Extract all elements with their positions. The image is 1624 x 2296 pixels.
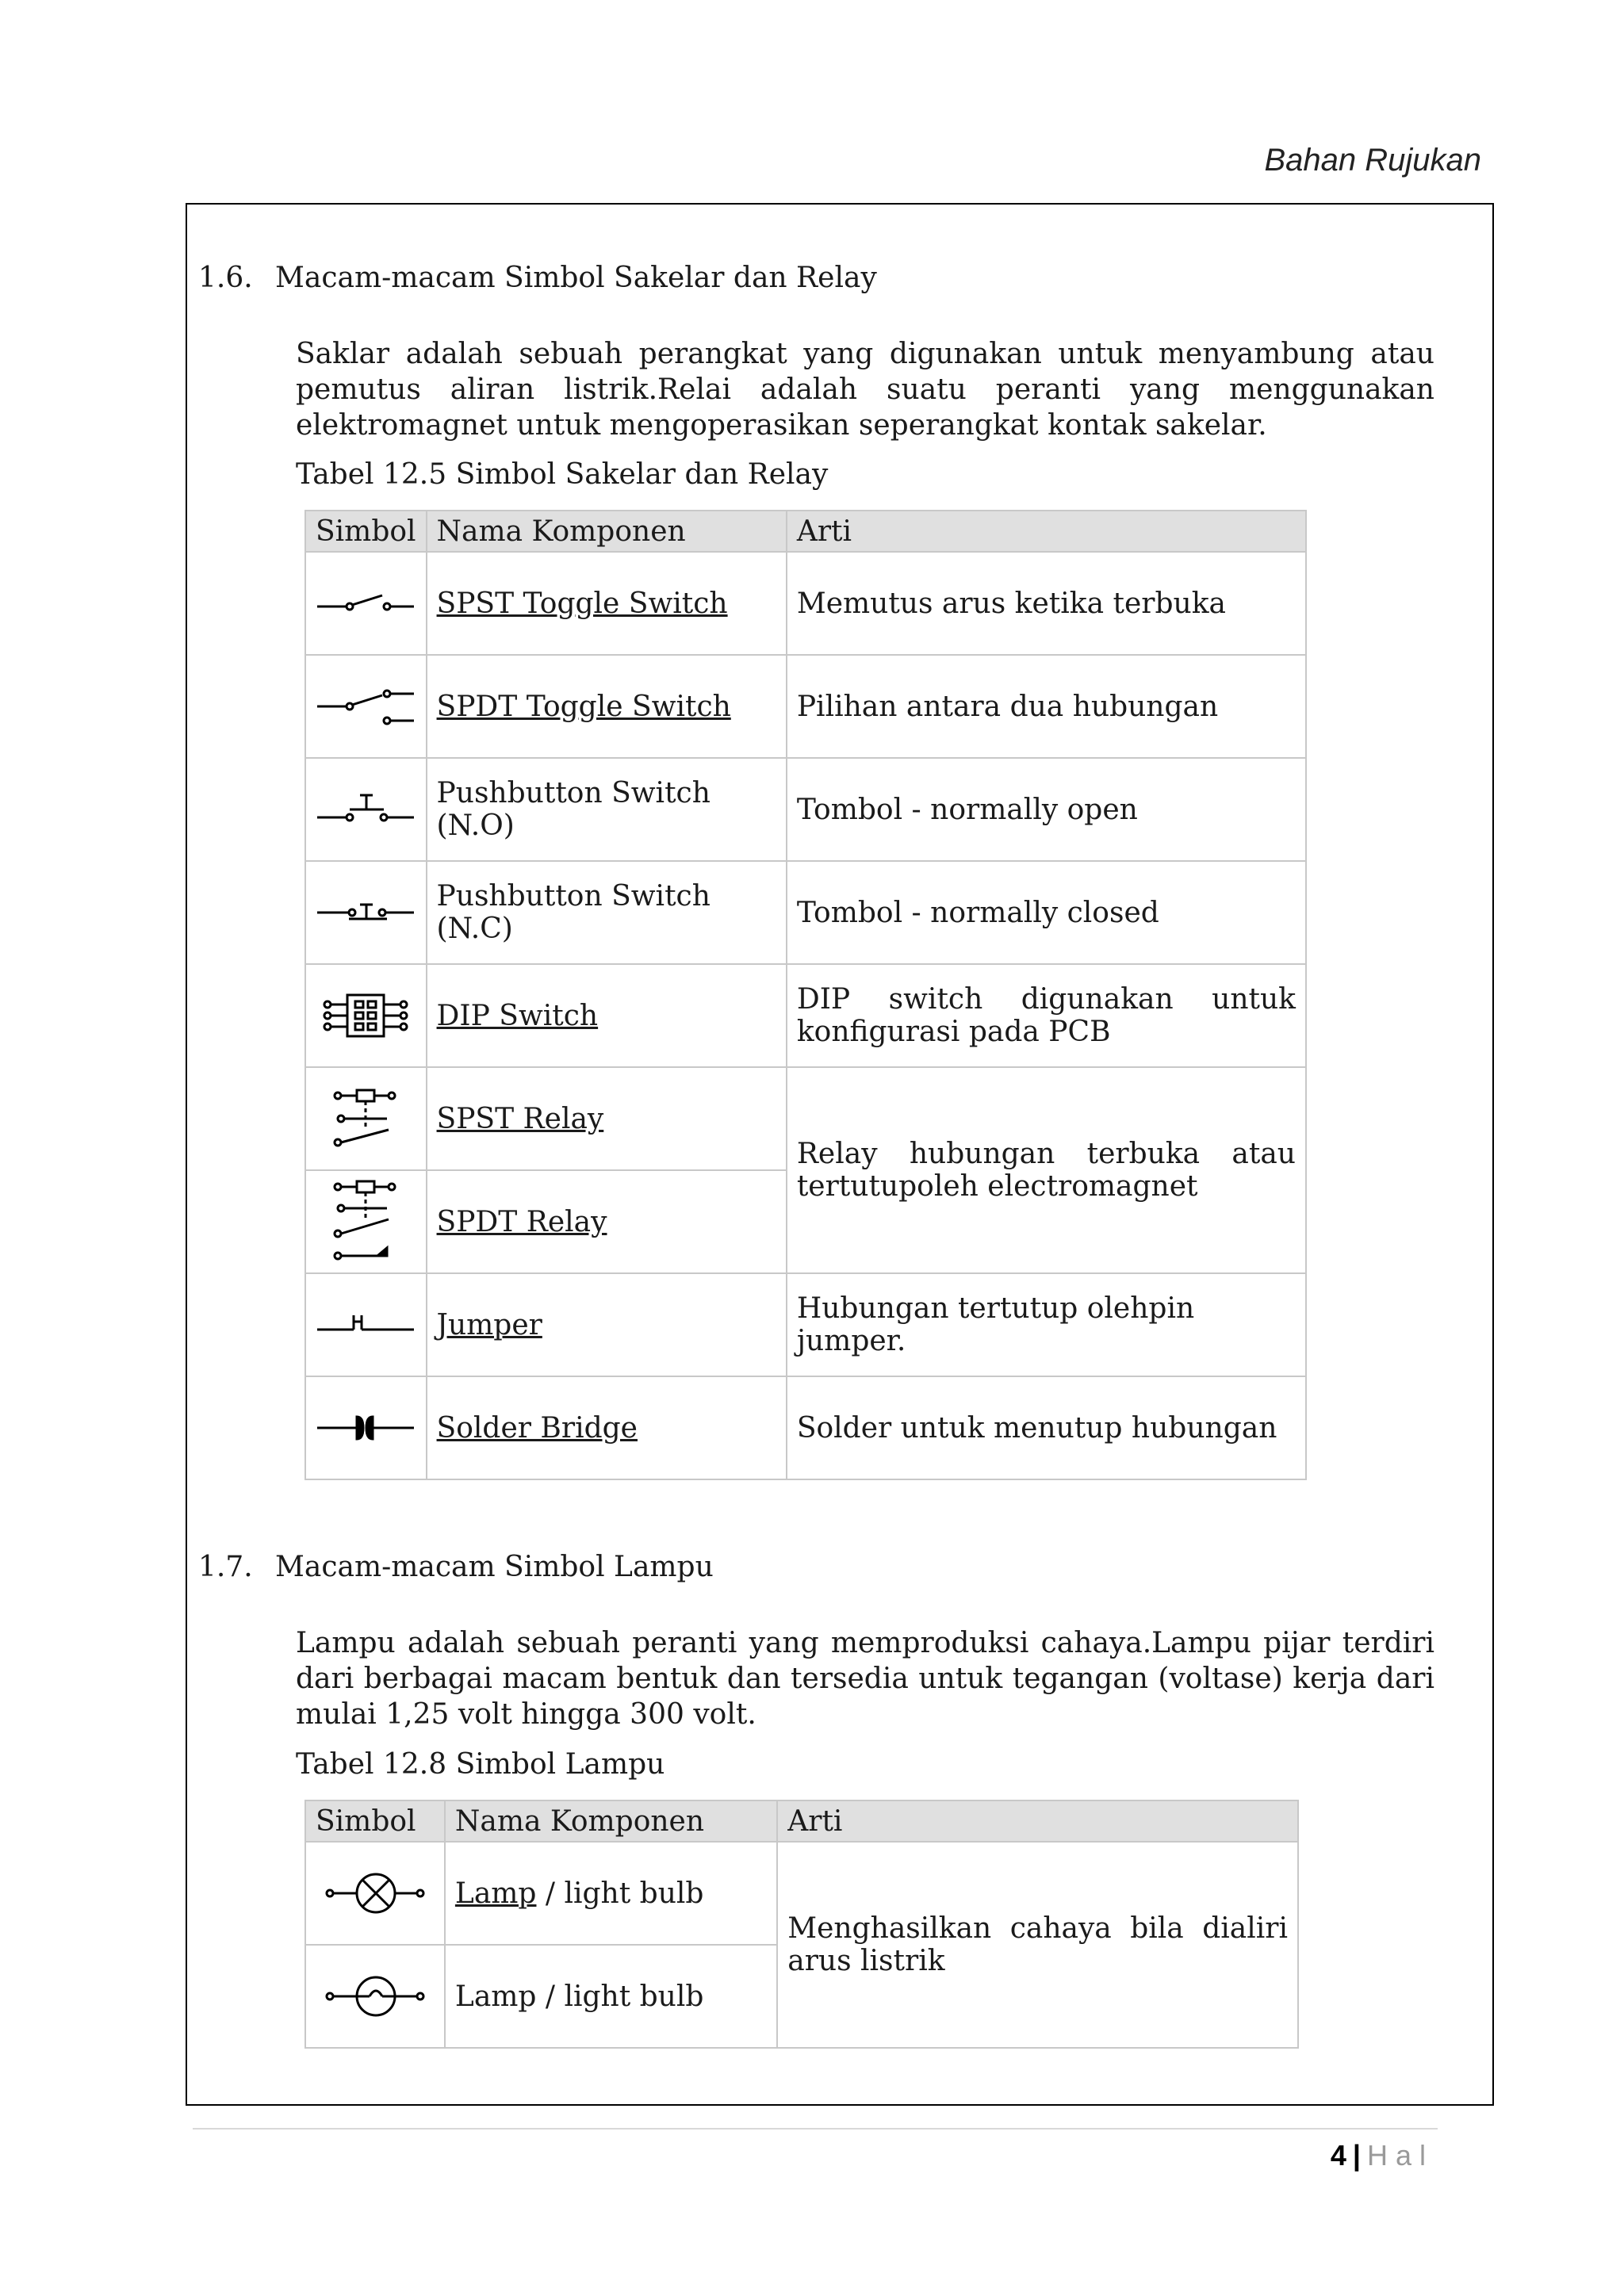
- table-caption: Tabel 12.5 Simbol Sakelar dan Relay: [296, 458, 829, 491]
- header-meaning: Arti: [777, 1800, 1298, 1842]
- header-title: Bahan Rujukan: [1264, 143, 1481, 178]
- table-row: [305, 1067, 1306, 1170]
- component-name[interactable]: [427, 1170, 787, 1273]
- component-name[interactable]: [445, 1842, 777, 1945]
- header-symbol: Simbol: [305, 511, 427, 552]
- component-meaning: Solder untuk menutup hubungan: [787, 1376, 1306, 1479]
- section-number: 1.6.: [198, 262, 253, 294]
- table-row: [305, 1273, 1306, 1376]
- component-meaning: Relay hubungan terbuka atau tertutupoleh electromagnet: [787, 1067, 1306, 1273]
- component-name: Lamp / light bulb: [445, 1945, 777, 2048]
- component-link[interactable]: Jumper: [436, 1308, 542, 1341]
- component-link[interactable]: SPST Relay: [436, 1102, 604, 1135]
- table-row: [305, 1842, 1298, 1945]
- section-paragraph: Lampu adalah sebuah peranti yang memproduksi cahaya.Lampu pijar terdiri dari berbagai macam bentuk dan tersedia untuk tegangan (voltase) kerja dari mulai 1,25 volt hingga 300 volt.: [296, 1627, 1434, 1731]
- solder-bridge-icon: [305, 1376, 427, 1479]
- component-link[interactable]: Lamp: [454, 1877, 537, 1910]
- component-link[interactable]: DIP Switch: [436, 999, 599, 1032]
- spdt-toggle-switch-icon: [305, 655, 427, 758]
- component-meaning: Memutus arus ketika terbuka: [787, 552, 1306, 655]
- table-header-row: [305, 511, 1306, 552]
- component-name: Pushbutton Switch (N.O): [427, 758, 787, 861]
- component-meaning: Hubungan tertutup olehpin jumper.: [787, 1273, 1306, 1376]
- lamp-table: [304, 1800, 1299, 2049]
- footer-label: Hal: [1366, 2139, 1434, 2172]
- component-meaning: Tombol - normally open: [787, 758, 1306, 861]
- table-row: [305, 758, 1306, 861]
- table-caption: Tabel 12.8 Simbol Lampu: [296, 1748, 665, 1781]
- section-paragraph: Saklar adalah sebuah perangkat yang digunakan untuk menyambung atau pemutus aliran listrik.Relai adalah suatu peranti yang menggunakan elektromagnet untuk mengoperasikan seperangkat kontak sakelar.: [296, 338, 1434, 442]
- jumper-icon: [305, 1273, 427, 1376]
- component-name[interactable]: [427, 964, 787, 1067]
- switch-relay-table: [304, 510, 1307, 1480]
- component-meaning: Pilihan antara dua hubungan: [787, 655, 1306, 758]
- section-number: 1.7.: [198, 1551, 253, 1583]
- table-row: [305, 1376, 1306, 1479]
- spdt-relay-icon: [305, 1170, 427, 1273]
- component-link[interactable]: Solder Bridge: [436, 1411, 638, 1445]
- pushbutton-nc-icon: [305, 861, 427, 964]
- table-header-row: [305, 1800, 1298, 1842]
- component-meaning: Menghasilkan cahaya bila dialiri arus listrik: [777, 1842, 1298, 2048]
- section-title: Macam-macam Simbol Lampu: [275, 1551, 714, 1583]
- footer-separator: |: [1352, 2139, 1361, 2172]
- component-link[interactable]: SPDT Toggle Switch: [436, 690, 731, 723]
- component-name[interactable]: [427, 1273, 787, 1376]
- header-meaning: Arti: [787, 511, 1306, 552]
- spst-relay-icon: [305, 1067, 427, 1170]
- table-row: [305, 964, 1306, 1067]
- component-name[interactable]: [427, 655, 787, 758]
- component-link[interactable]: SPDT Relay: [436, 1205, 607, 1238]
- footer-divider: [193, 2128, 1438, 2130]
- component-meaning: DIP switch digunakan untuk konfigurasi pada PCB: [787, 964, 1306, 1067]
- dip-switch-icon: [305, 964, 427, 1067]
- header-name: Nama Komponen: [427, 511, 787, 552]
- component-name[interactable]: [427, 1376, 787, 1479]
- lamp-cross-icon: [305, 1842, 445, 1945]
- component-link[interactable]: SPST Toggle Switch: [436, 587, 728, 620]
- table-row: [305, 861, 1306, 964]
- component-name[interactable]: [427, 552, 787, 655]
- component-name: Pushbutton Switch (N.C): [427, 861, 787, 964]
- table-row: [305, 552, 1306, 655]
- pushbutton-no-icon: [305, 758, 427, 861]
- section-title: Macam-macam Simbol Sakelar dan Relay: [275, 262, 877, 294]
- spst-toggle-switch-icon: [305, 552, 427, 655]
- header-name: Nama Komponen: [445, 1800, 777, 1842]
- lamp-filament-icon: [305, 1945, 445, 2048]
- table-row: [305, 655, 1306, 758]
- component-meaning: Tombol - normally closed: [787, 861, 1306, 964]
- component-name[interactable]: [427, 1067, 787, 1170]
- component-name-rest: / light bulb: [536, 1877, 704, 1910]
- page-footer: [1331, 2139, 1434, 2172]
- page-number: 4: [1330, 2139, 1346, 2172]
- header-symbol: Simbol: [305, 1800, 445, 1842]
